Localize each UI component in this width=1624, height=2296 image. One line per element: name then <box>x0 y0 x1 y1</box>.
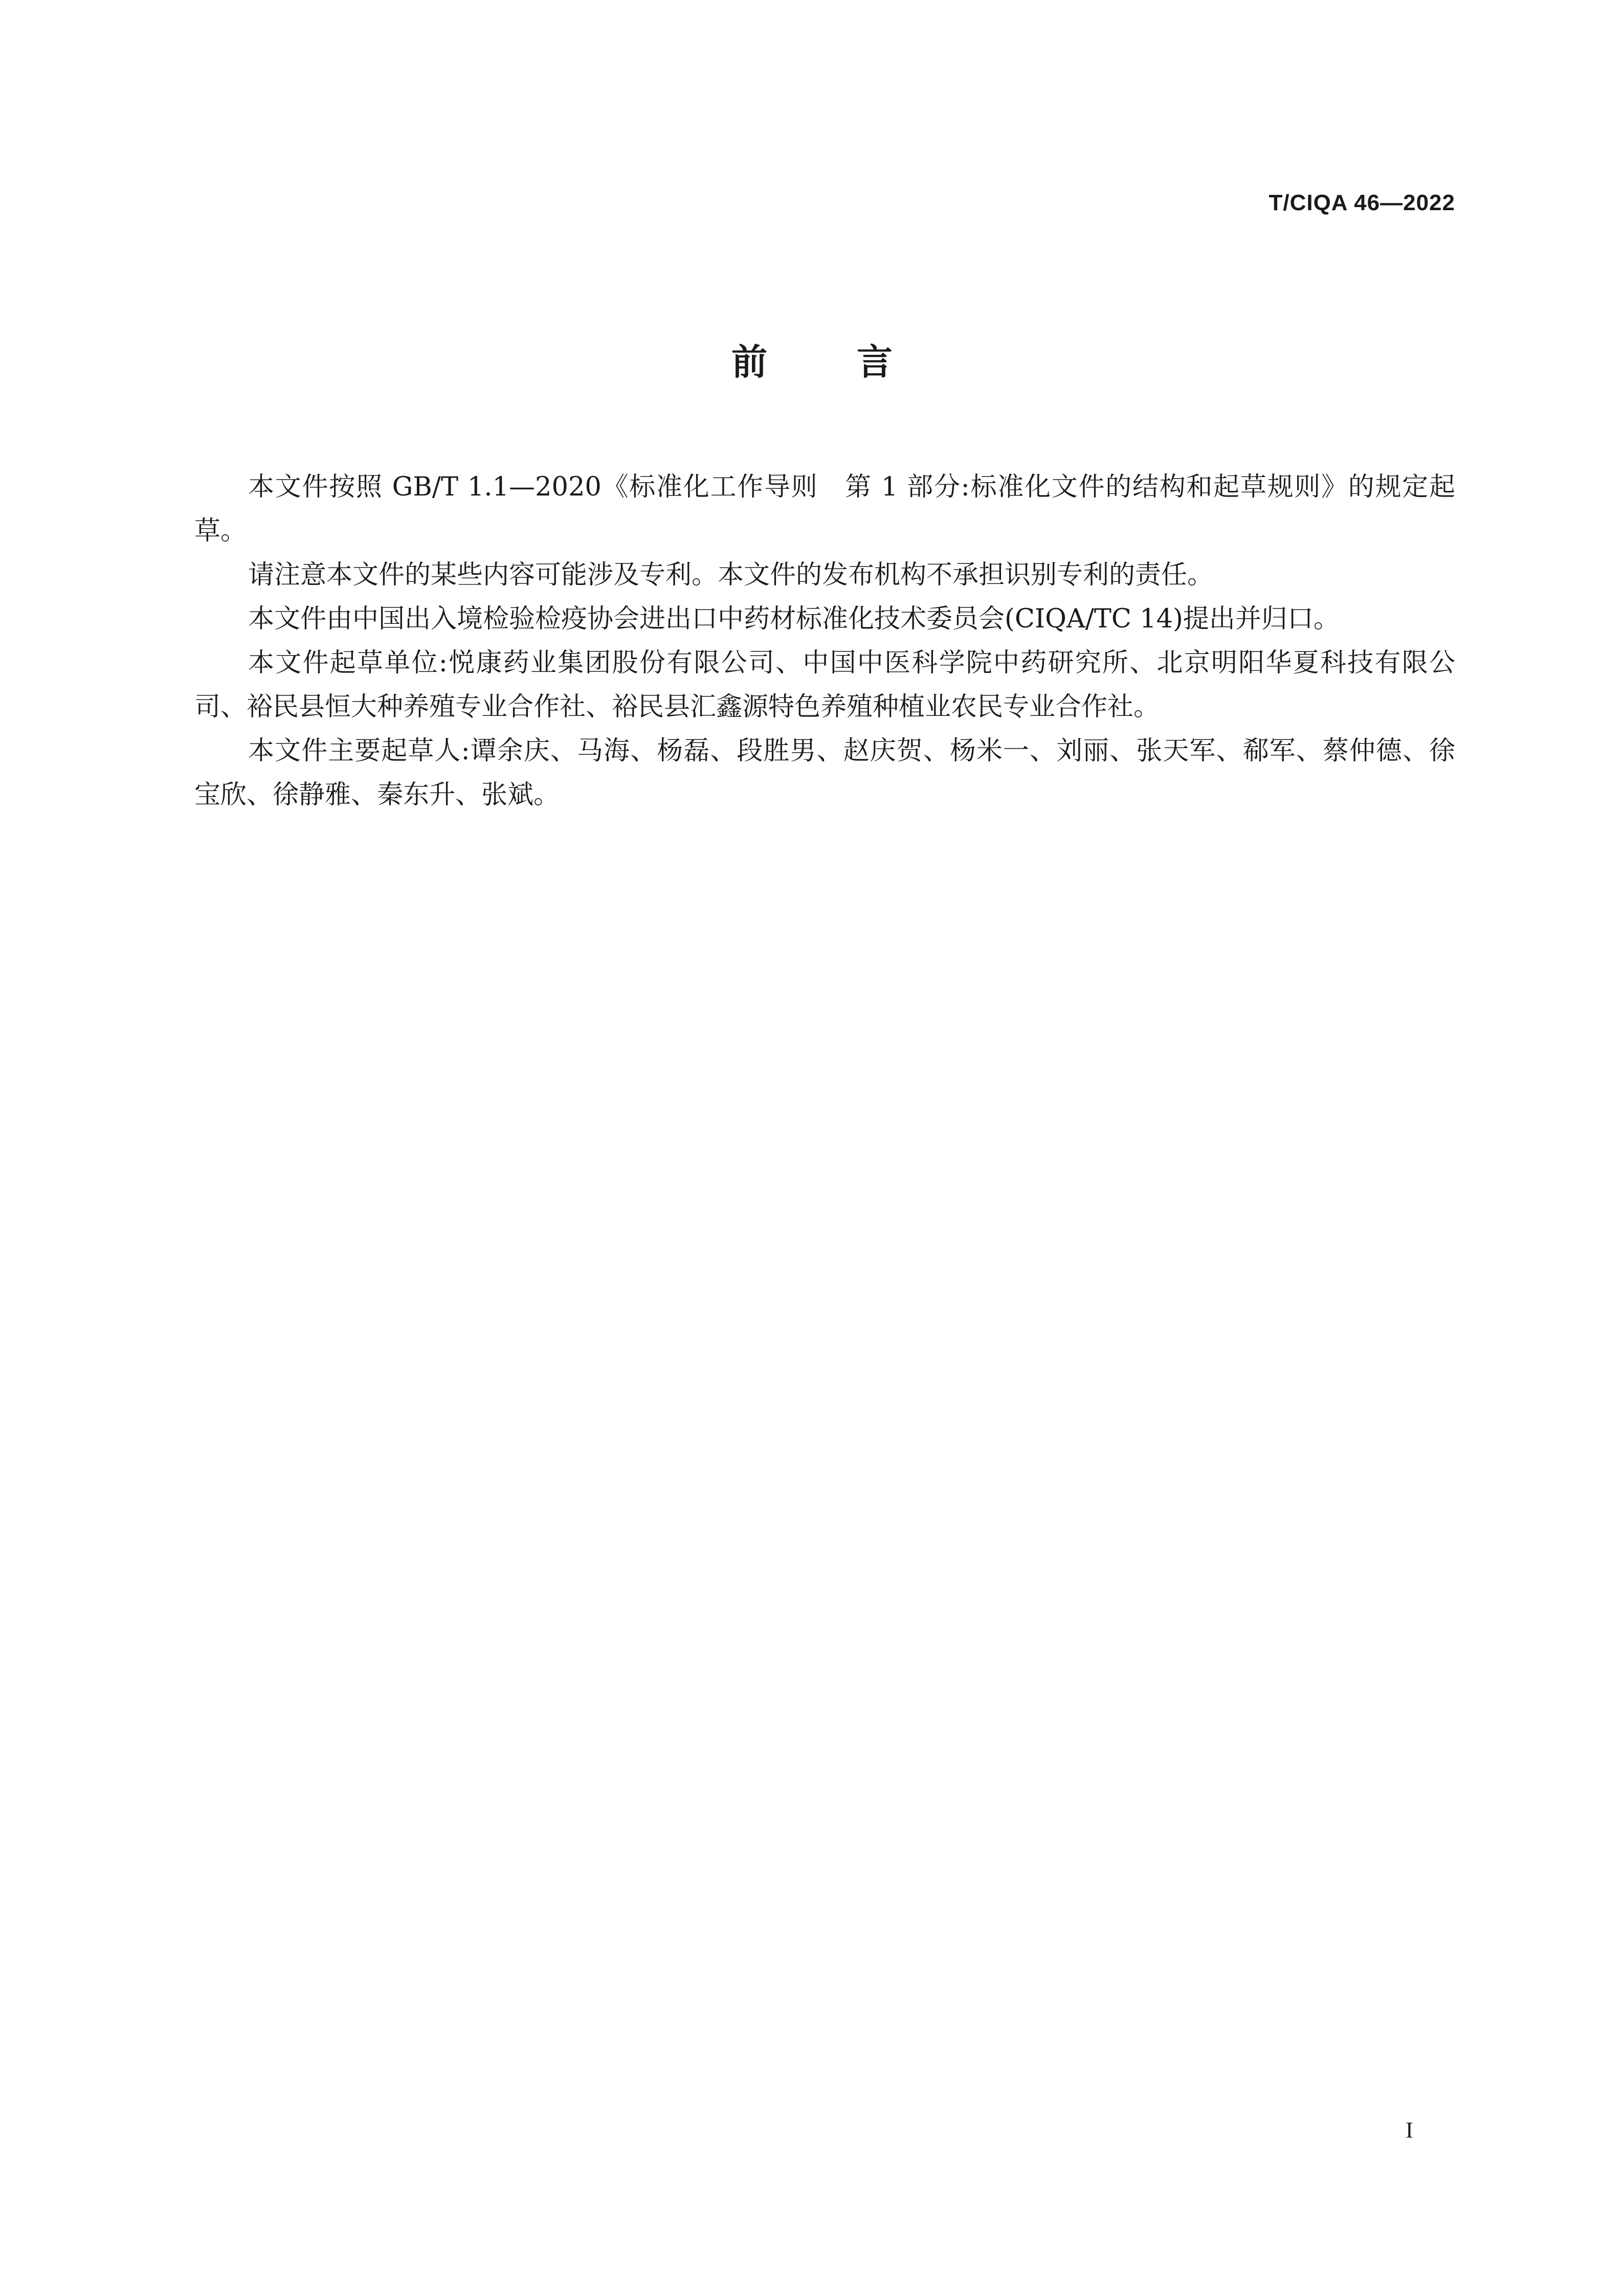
page-title <box>0 333 1624 385</box>
title-char-1: 前 <box>731 341 767 383</box>
page-number: I <box>1406 2118 1413 2143</box>
title-char-2: 言 <box>857 341 893 383</box>
paragraph-drafting-units: 本文件起草单位:悦康药业集团股份有限公司、中国中医科学院中药研究所、北京明阳华夏科技有限公司、裕民县恒大种养殖专业合作社、裕民县汇鑫源特色养殖种植业农民专业合作社。 <box>194 648 1455 722</box>
paragraph-drafters: 本文件主要起草人:谭余庆、马海、杨磊、段胜男、赵庆贺、杨米一、刘丽、张天军、郗军、蔡仲德、徐宝欣、徐静雅、秦东升、张斌。 <box>194 736 1455 810</box>
foreword-body <box>194 465 1455 817</box>
paragraph-standard-basis: 本文件按照 GB/T 1.1—2020《标准化工作导则 第 1 部分:标准化文件的结构和起草规则》的规定起草。 <box>194 472 1455 546</box>
standard-number: T/CIQA 46—2022 <box>1269 190 1455 215</box>
paragraph-proposer: 本文件由中国出入境检验检疫协会进出口中药材标准化技术委员会(CIQA/TC 14)提出并归口。 <box>248 604 1340 634</box>
paragraph-patent-notice: 请注意本文件的某些内容可能涉及专利。本文件的发布机构不承担识别专利的责任。 <box>248 560 1214 590</box>
